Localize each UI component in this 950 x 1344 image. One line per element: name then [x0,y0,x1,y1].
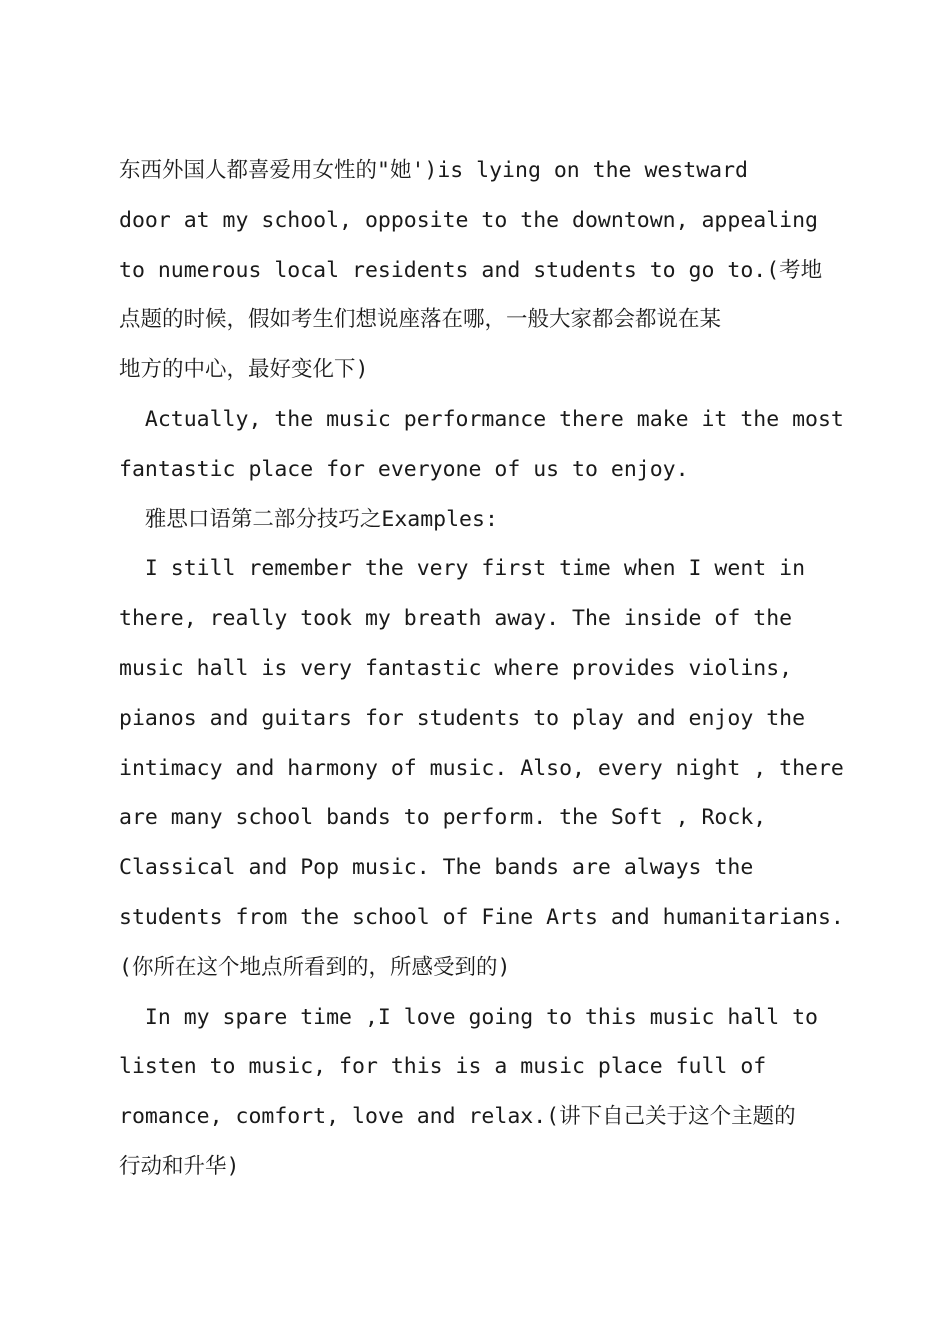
text-line: 地方的中心，最好变化下) [119,357,369,383]
text-line: listen to music, for this is a music place full of [119,1054,767,1080]
text-line: music hall is very fantastic where provides violins, [119,655,793,681]
text-line: pianos and guitars for students to play and enjoy the [119,705,806,731]
text-line: romance, comfort, love and relax.(讲下自己关于这个主题的 [119,1104,796,1130]
text-line: In my spare time ,I love going to this music hall to [119,1004,818,1030]
text-line: to numerous local residents and students to go to.(考地 [119,257,823,283]
body-text [119,146,844,1192]
text-line: 东西外国人都喜爱用女性的"她')is lying on the westward [119,158,748,183]
text-line: Classical and Pop music. The bands are always the [119,855,754,881]
section-heading: 雅思口语第二部分技巧之Examples: [119,506,498,532]
text-line: students from the school of Fine Arts and humanitarians. [119,904,844,930]
text-line: (你所在这个地点所看到的，所感受到的) [119,954,511,980]
text-line: Actually, the music performance there make it the most [119,406,844,432]
text-line: I still remember the very first time when I went in [119,556,806,582]
text-line: fantastic place for everyone of us to enjoy. [119,456,689,482]
text-line: are many school bands to perform. the Soft , Rock, [119,805,767,831]
text-line: there, really took my breath away. The inside of the [119,606,793,632]
text-line: door at my school, opposite to the downtown, appealing [119,207,818,233]
text-line: intimacy and harmony of music. Also, every night , there [119,755,844,781]
text-line: 点题的时候，假如考生们想说座落在哪，一般大家都会都说在某 [119,307,722,333]
text-line: 行动和升华) [119,1153,240,1179]
